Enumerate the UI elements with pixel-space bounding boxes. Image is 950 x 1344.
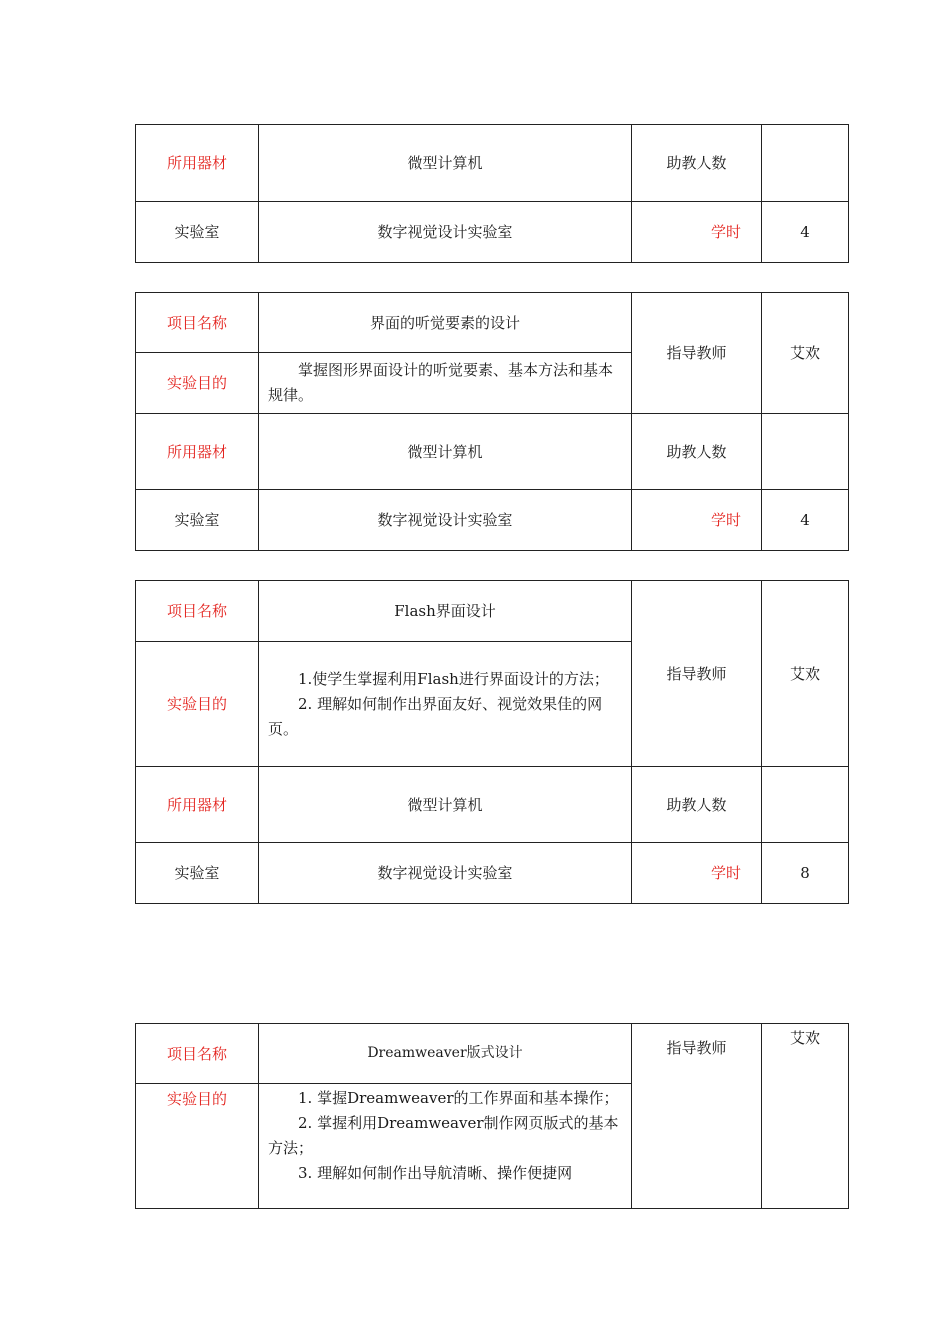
- assistants-value: [762, 767, 849, 843]
- purpose-line: 1.使学生掌握利用Flash进行界面设计的方法；: [298, 669, 609, 688]
- assistants-value: [762, 125, 849, 202]
- project-name-label: 项目名称: [136, 1024, 259, 1084]
- equipment-label: 所用器材: [136, 125, 259, 202]
- lab-room-label: 实验室: [136, 490, 259, 551]
- purpose-text: [259, 1084, 632, 1209]
- project-name-label: 项目名称: [136, 293, 259, 353]
- teacher-label: 指导教师: [632, 1024, 762, 1209]
- equipment-label: 所用器材: [136, 767, 259, 843]
- lab-room-value: 数字视觉设计实验室: [259, 843, 632, 904]
- equipment-value: 微型计算机: [259, 414, 632, 490]
- equipment-value: 微型计算机: [259, 767, 632, 843]
- assistants-label: 助教人数: [632, 125, 762, 202]
- purpose-label: 实验目的: [136, 1084, 259, 1209]
- hours-value: 4: [762, 202, 849, 263]
- hours-label: 学时: [632, 202, 762, 263]
- purpose-text: [259, 642, 632, 767]
- teacher-value: 艾欢: [762, 581, 849, 767]
- purpose-line: 2. 理解如何制作出界面友好、视觉效果佳的网页。: [268, 694, 603, 738]
- assistants-label: 助教人数: [632, 767, 762, 843]
- assistants-value: [762, 414, 849, 490]
- hours-value: 4: [762, 490, 849, 551]
- teacher-label: 指导教师: [632, 581, 762, 767]
- purpose-line: 3. 理解如何制作出导航清晰、操作便捷网: [298, 1164, 573, 1182]
- hours-label: 学时: [632, 843, 762, 904]
- purpose-label: 实验目的: [136, 642, 259, 767]
- project-name-value: Flash界面设计: [259, 581, 632, 642]
- lab-table-3: [135, 580, 849, 904]
- lab-room-value: 数字视觉设计实验室: [259, 202, 632, 263]
- teacher-value: 艾欢: [762, 1024, 849, 1209]
- purpose-label: 实验目的: [136, 353, 259, 414]
- lab-table-2: [135, 292, 849, 551]
- purpose-line: 1. 掌握Dreamweaver的工作界面和基本操作；: [298, 1089, 619, 1107]
- equipment-value: 微型计算机: [259, 125, 632, 202]
- assistants-label: 助教人数: [632, 414, 762, 490]
- hours-label: 学时: [632, 490, 762, 551]
- equipment-label: 所用器材: [136, 414, 259, 490]
- project-name-label: 项目名称: [136, 581, 259, 642]
- project-name-value: Dreamweaver版式设计: [259, 1024, 632, 1084]
- lab-room-label: 实验室: [136, 202, 259, 263]
- lab-table-1: [135, 124, 849, 263]
- lab-table-4: [135, 1023, 849, 1209]
- project-name-value: 界面的听觉要素的设计: [259, 293, 632, 353]
- lab-room-label: 实验室: [136, 843, 259, 904]
- purpose-text: [259, 353, 632, 414]
- teacher-value: 艾欢: [762, 293, 849, 414]
- purpose-line: 2. 掌握利用Dreamweaver制作网页版式的基本方法；: [268, 1114, 619, 1157]
- teacher-label: 指导教师: [632, 293, 762, 414]
- purpose-line: 掌握图形界面设计的听觉要素、基本方法和基本规律。: [268, 361, 614, 404]
- lab-room-value: 数字视觉设计实验室: [259, 490, 632, 551]
- hours-value: 8: [762, 843, 849, 904]
